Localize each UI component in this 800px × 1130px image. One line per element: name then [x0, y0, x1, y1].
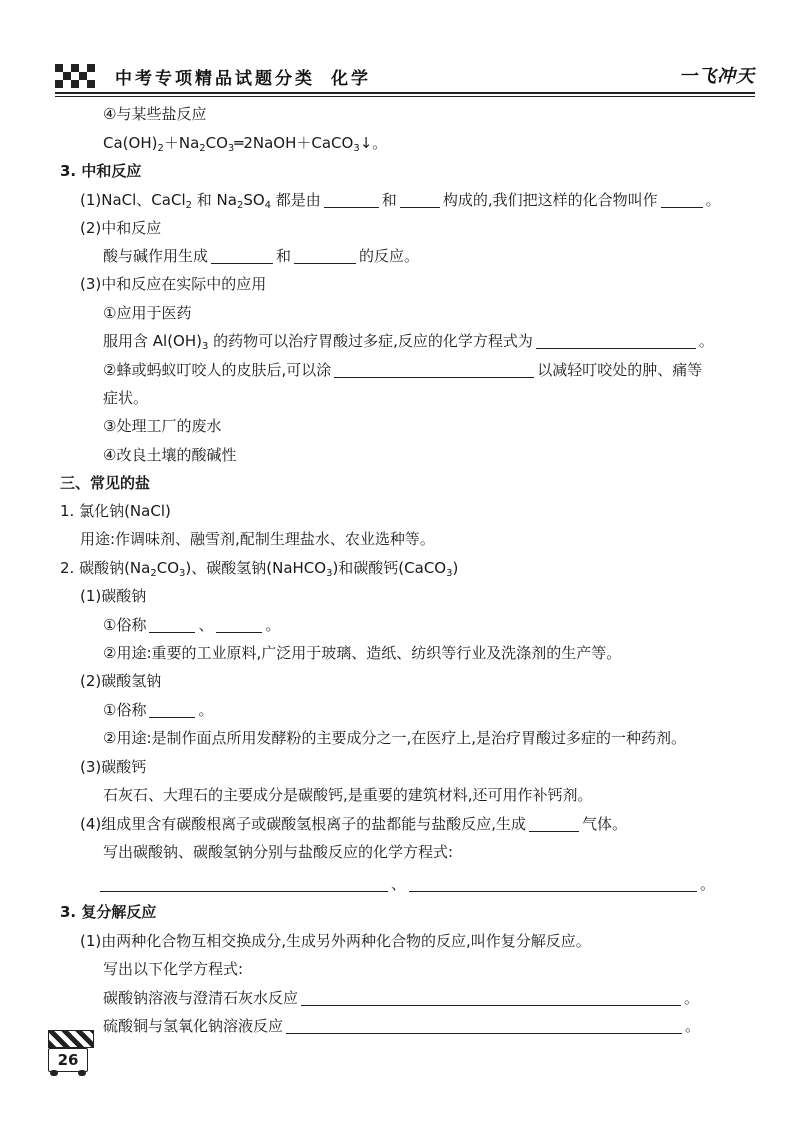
answer-blank[interactable]: [294, 248, 356, 264]
answer-blank[interactable]: [149, 617, 195, 633]
header-divider: [55, 92, 755, 94]
page-number: 26: [48, 1048, 88, 1072]
text: 三、常见的盐: [60, 474, 151, 492]
text: CO: [156, 559, 180, 577]
text-line: [80, 273, 266, 295]
text: (3)中和反应在实际中的应用: [80, 275, 267, 293]
text-line: [80, 756, 146, 778]
text: Ca(OH): [103, 134, 158, 152]
text: 3. 中和反应: [60, 162, 142, 180]
text: 和 Na: [191, 191, 237, 209]
subscript: 3: [353, 143, 360, 154]
text: )和碳酸钙(CaCO: [332, 559, 447, 577]
text: 。: [700, 875, 716, 893]
text: (3)碳酸钙: [80, 758, 147, 776]
question-line: [103, 1015, 700, 1037]
text: (4)组成里含有碳酸根离子或碳酸氢根离子的盐都能与盐酸反应,生成: [80, 815, 527, 833]
book-title: [115, 64, 371, 89]
text: 。: [698, 332, 714, 350]
text: ②蜂或蚂蚁叮咬人的皮肤后,可以涂: [103, 361, 332, 379]
question-line: [80, 189, 721, 211]
text-line: [80, 930, 591, 952]
text: 。: [265, 616, 281, 634]
text: (1)由两种化合物互相交换成分,生成另外两种化合物的反应,叫作复分解反应。: [80, 932, 591, 950]
section-heading: [60, 160, 141, 182]
text: ①俗称: [103, 616, 147, 634]
text-line: [80, 528, 435, 550]
text: CO: [205, 134, 228, 152]
question-line: [103, 699, 213, 721]
text-line: [103, 103, 206, 125]
page-header: [55, 58, 755, 94]
brand-logo: 一飞冲天: [679, 66, 755, 87]
text: ①俗称: [103, 701, 147, 719]
section-heading: [60, 901, 156, 923]
barrier-foot-icon: [78, 1070, 86, 1076]
text: 都是由: [271, 191, 321, 209]
text: 、: [391, 875, 407, 893]
text-line: [80, 670, 161, 692]
text: 写出以下化学方程式:: [103, 960, 244, 978]
subscript: 2: [150, 568, 157, 579]
text: 石灰石、大理石的主要成分是碳酸钙,是重要的建筑材料,还可用作补钙剂。: [103, 786, 593, 804]
text-line: [103, 302, 191, 324]
answer-blank[interactable]: [400, 192, 440, 208]
question-line: [80, 813, 627, 835]
text: ↓。: [359, 134, 388, 152]
text: 硫酸铜与氢氧化钠溶液反应: [103, 1017, 284, 1035]
answer-blank[interactable]: [301, 990, 681, 1006]
answer-blank[interactable]: [216, 617, 262, 633]
answer-blank[interactable]: [529, 816, 579, 832]
text: 以减轻叮咬处的肿、痛等: [537, 361, 703, 379]
answer-blank[interactable]: [334, 362, 534, 378]
subscript: 3: [202, 341, 209, 352]
text: 症状。: [103, 389, 149, 407]
answer-blank[interactable]: [536, 333, 696, 349]
answer-blank[interactable]: [409, 876, 697, 892]
text-line: [60, 500, 171, 522]
text: (2)中和反应: [80, 219, 162, 237]
barrier-icon: [48, 1030, 94, 1048]
text: (1)碳酸钠: [80, 587, 147, 605]
text-line: [103, 642, 621, 664]
text-line: [103, 727, 686, 749]
text-line: [60, 557, 458, 579]
answer-blank[interactable]: [211, 248, 273, 264]
subscript: 3: [227, 143, 235, 154]
text-line: [103, 444, 236, 466]
text-line: [103, 958, 243, 980]
text: 碳酸钠溶液与澄清石灰水反应: [103, 989, 299, 1007]
answer-line: [100, 873, 715, 895]
text-line: [103, 415, 221, 437]
text: 、: [198, 616, 214, 634]
answer-blank[interactable]: [149, 702, 195, 718]
text: 和: [381, 191, 397, 209]
page-footer: [48, 1030, 96, 1078]
text: 。: [684, 989, 700, 1007]
question-line: [103, 614, 280, 636]
equation-line: [103, 132, 387, 154]
text-line: [103, 784, 593, 806]
text: 用途:作调味剂、融雪剂,配制生理盐水、农业选种等。: [80, 530, 435, 548]
subscript: 4: [264, 200, 272, 211]
text: ④与某些盐反应: [103, 105, 207, 123]
text: ═2NaOH＋CaCO: [234, 134, 354, 152]
text: 2. 碳酸钠(Na: [60, 559, 151, 577]
text: ③处理工厂的废水: [103, 417, 222, 435]
text: 。: [705, 191, 721, 209]
text: 和: [276, 247, 292, 265]
barrier-foot-icon: [50, 1070, 58, 1076]
text: 。: [198, 701, 214, 719]
text: 3. 复分解反应: [60, 903, 157, 921]
answer-blank[interactable]: [661, 192, 703, 208]
question-line: [103, 987, 699, 1009]
text: (1)NaCl、CaCl: [80, 191, 186, 209]
subscript: 3: [179, 568, 186, 579]
subscript: 3: [326, 568, 333, 579]
question-line: [103, 359, 702, 381]
text: 的反应。: [359, 247, 420, 265]
text: ②用途:重要的工业原料,广泛用于玻璃、造纸、纺织等行业及洗涤剂的生产等。: [103, 644, 622, 662]
text-line: [103, 841, 453, 863]
text: ④改良土壤的酸碱性: [103, 446, 237, 464]
text: ): [452, 559, 459, 577]
subscript: 2: [185, 200, 192, 211]
question-line: [103, 330, 714, 352]
text: (2)碳酸氢钠: [80, 672, 162, 690]
subject-label: 化学: [331, 69, 371, 89]
text: 写出碳酸钠、碳酸氢钠分别与盐酸反应的化学方程式:: [103, 843, 454, 861]
text: SO: [243, 191, 265, 209]
header-divider-thin: [55, 96, 755, 97]
text: 1. 氯化钠(NaCl): [60, 502, 171, 520]
book-title-text: 中考专项精品试题分类: [115, 69, 315, 89]
text: 的药物可以治疗胃酸过多症,反应的化学方程式为: [208, 332, 533, 350]
text: ②用途:是制作面点所用发酵粉的主要成分之一,在医疗上,是治疗胃酸过多症的一种药剂。: [103, 729, 687, 747]
subscript: 2: [236, 200, 244, 211]
answer-blank[interactable]: [286, 1018, 682, 1034]
section-heading: [60, 472, 150, 494]
text-line: [80, 217, 161, 239]
text: 构成的,我们把这样的化合物叫作: [442, 191, 658, 209]
answer-blank[interactable]: [324, 192, 379, 208]
text: )、碳酸氢钠(NaHCO: [185, 559, 327, 577]
text: 酸与碱作用生成: [103, 247, 209, 265]
text: 。: [685, 1017, 701, 1035]
text: ＋Na: [163, 134, 200, 152]
text: 气体。: [582, 815, 628, 833]
subscript: 2: [199, 143, 206, 154]
subscript: 3: [446, 568, 453, 579]
text-line: [80, 585, 146, 607]
text: ①应用于医药: [103, 304, 192, 322]
question-line: [103, 245, 419, 267]
text: 服用含 Al(OH): [103, 332, 202, 350]
text-line: [103, 387, 148, 409]
subscript: 2: [157, 143, 164, 154]
checker-logo-icon: [55, 64, 99, 92]
answer-blank[interactable]: [100, 876, 388, 892]
